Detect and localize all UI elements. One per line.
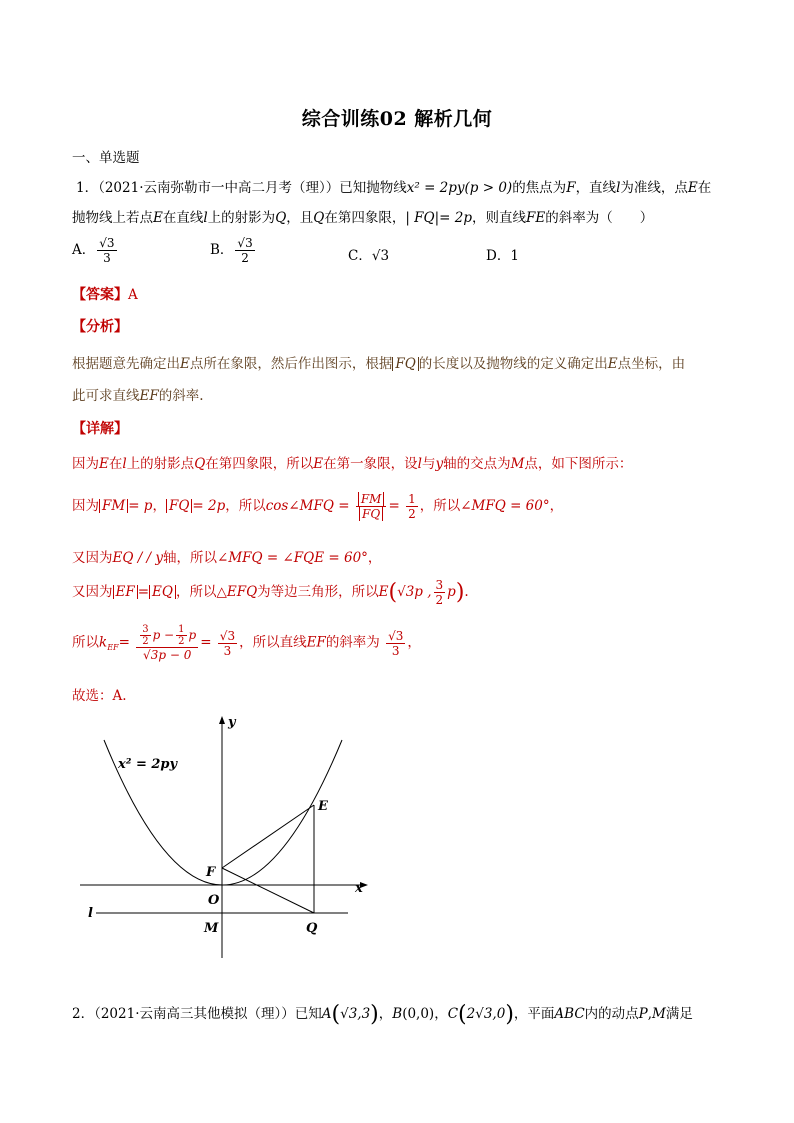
origin-label: O bbox=[208, 893, 220, 908]
detail-line1: 因为E在l上的射影点Q在第四象限，所以E在第一象限，设l与y轴的交点为M点，如下图所示： bbox=[72, 456, 633, 472]
directrix-label: l bbox=[88, 906, 93, 921]
point-e-label: E bbox=[318, 799, 328, 814]
answer-line: 【答案】A bbox=[72, 287, 138, 303]
page-title: 综合训练02 解析几何 bbox=[301, 108, 493, 130]
point-f-label: F bbox=[206, 865, 216, 880]
q1-line2: 抛物线上若点E在直线l上的射影为Q，且Q在第四象限，| FQ|= 2p，则直线FE的斜率为（ ） bbox=[72, 210, 654, 226]
detail-line5: 所以$k_{EF}=$ $\frac{3}{2}$ p − $\frac{1}{2}$ p √3p − 0 = $\frac{√3}{3}$ ，所以直线EF的斜率为 $\frac{√3}{3}$ ， bbox=[72, 624, 421, 662]
segment-fe bbox=[222, 805, 314, 868]
option-d: D．1 bbox=[486, 248, 519, 264]
detail-tag: 【详解】 bbox=[72, 421, 128, 437]
parabola-figure bbox=[80, 710, 380, 960]
y-label: y bbox=[228, 715, 236, 730]
y-axis-arrow bbox=[219, 716, 225, 724]
x-label: x bbox=[355, 881, 363, 896]
section-heading: 一、单选题 bbox=[72, 150, 140, 166]
choose-line: 故选：A. bbox=[72, 688, 127, 704]
equation-label: x² = 2py bbox=[118, 757, 178, 772]
segment-fq bbox=[222, 868, 314, 913]
detail-line2: 因为 FM = p， FQ = 2p，所以cos∠MFQ = $\frac{FM}{FQ}$ = $\frac{1}{2}$ ，所以∠MFQ = 60°， bbox=[72, 492, 564, 521]
analysis-line2: 此可求直线EF的斜率. bbox=[72, 388, 204, 404]
detail-line3: 又因为EQ / / y轴，所以∠MFQ = ∠FQE = 60°， bbox=[72, 550, 382, 566]
q2-line1: 2．（2021·云南高三其他模拟（理））已知A(√3,3)，B(0,0)，C(2√3,0)，平面ABC内的动点P,M满足 bbox=[72, 1002, 693, 1027]
option-c: C．√3 bbox=[348, 248, 390, 264]
q1-line1: 1．（2021·云南弥勒市一中高二月考（理））已知抛物线x² = 2py(p > 0)的焦点为F，直线l为准线，点E在 bbox=[76, 180, 712, 196]
option-b: B． $\frac{√3}{2}$ bbox=[210, 236, 253, 265]
analysis-line1: 根据题意先确定出E点所在象限，然后作出图示，根据 FQ 的长度以及抛物线的定义确定出E点坐标，由 bbox=[72, 356, 686, 372]
analysis-tag: 【分析】 bbox=[72, 319, 128, 335]
point-q-label: Q bbox=[306, 921, 318, 936]
detail-line4: 又因为 EF = EQ ，所以△EFQ为等边三角形，所以E(√3p , $\frac{3}{2}$ p). bbox=[72, 578, 469, 607]
option-a: A． $\frac{√3}{3}$ bbox=[72, 236, 115, 265]
point-m-label: M bbox=[204, 921, 219, 936]
